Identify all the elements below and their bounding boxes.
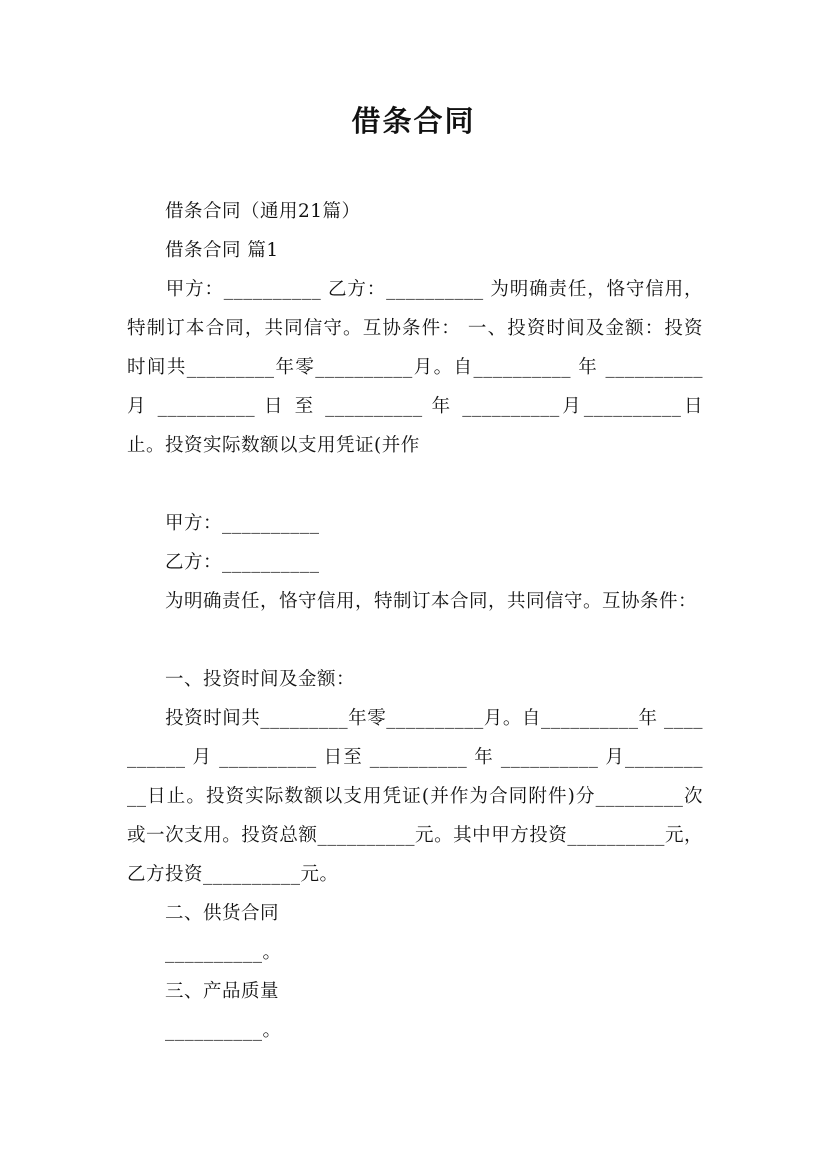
clause-2-heading: 二、供货合同	[127, 903, 280, 924]
clause-3-heading: 三、产品质量	[127, 981, 280, 1002]
clause-2-blank: __________。	[127, 942, 282, 963]
preamble-paragraph: 为明确责任，恪守信用，特制订本合同，共同信守。互协条件：	[127, 591, 698, 612]
body-paragraph-summary: 甲方：__________ 乙方：__________ 为明确责任，恪守信用，特制订本合同，共同信守。互协条件： 一、投资时间及金额：投资时间共_________年零__________月。自__________ 年 __________ 月 __________ 日 至 __________ 年 __________月__________日止。投资实际数额以支用凭证(并作	[127, 279, 710, 456]
party-b-line: 乙方：__________	[127, 552, 320, 573]
doc-subtitle: 借条合同（通用21篇）	[127, 201, 361, 222]
party-a-line: 甲方：__________	[127, 513, 320, 534]
clause-1-heading: 一、投资时间及金额：	[127, 669, 356, 690]
document-title: 借条合同	[351, 104, 476, 138]
clause-1-body: 投资时间共_________年零__________月。自__________年 __________ 月 __________ 日至 __________ 年 __________ 月__________日止。投资实际数额以支用凭证(并作为合同附件)分_________次或一次支用。投资总额__________元。其中甲方投资__________元，乙方投资__________元。	[127, 708, 703, 885]
clause-3-blank: __________。	[127, 1020, 282, 1041]
section-heading: 借条合同 篇1	[127, 240, 279, 261]
